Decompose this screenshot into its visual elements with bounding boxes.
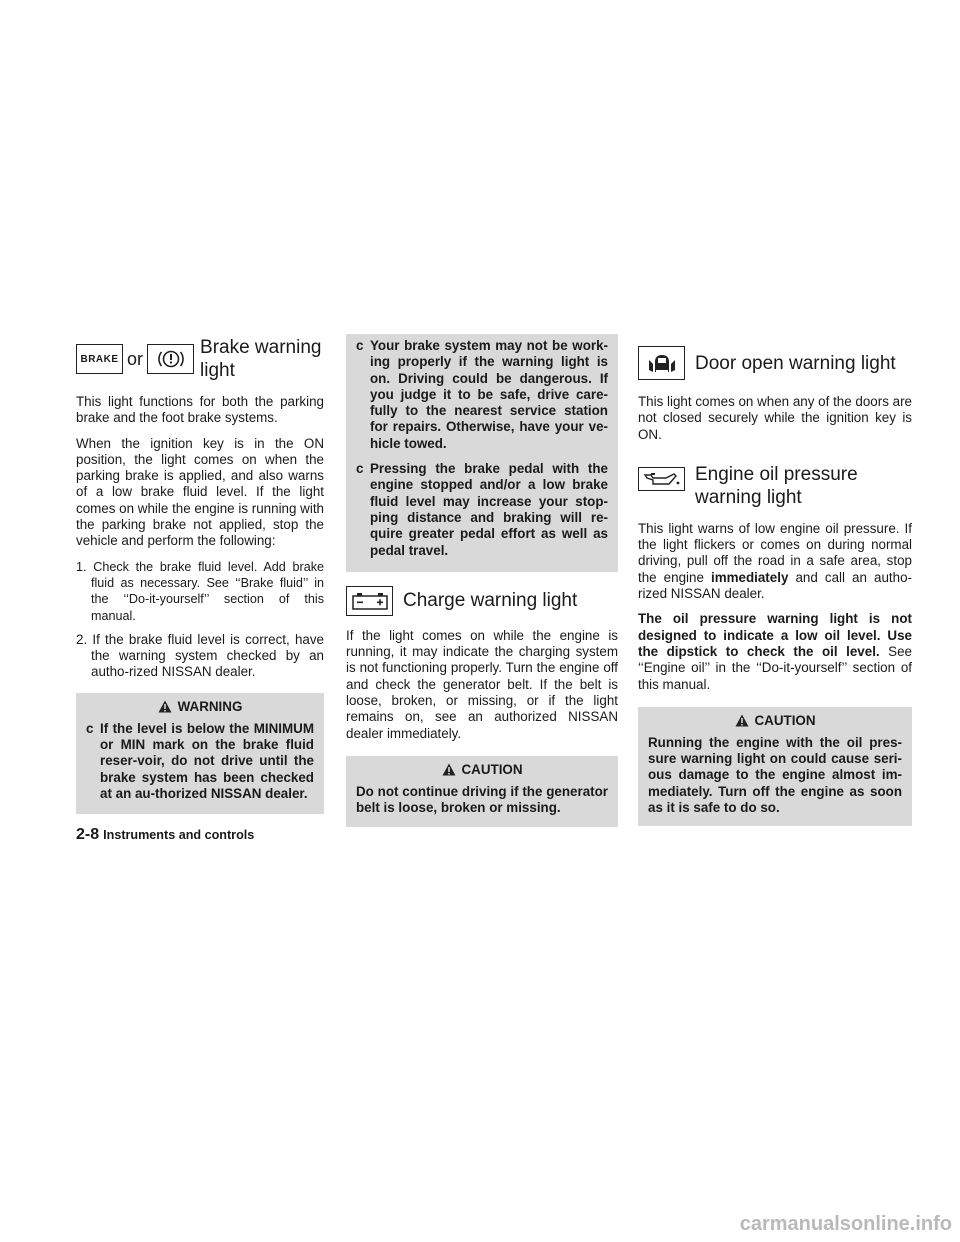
caution-triangle-icon xyxy=(735,714,749,727)
door-open-icon xyxy=(638,346,685,380)
oil-caution-box xyxy=(638,707,912,826)
column-brake xyxy=(76,336,324,814)
door-title: Door open warning light xyxy=(695,352,896,374)
brake-warning-box xyxy=(76,693,324,814)
door-heading xyxy=(638,346,912,380)
brake-para-1: This light functions for both the parking brake and the foot brake systems. xyxy=(76,394,324,426)
section-name: Instruments and controls xyxy=(103,828,255,842)
heading-or: or xyxy=(127,348,144,369)
oil-para-1-bold: immediately xyxy=(710,569,789,585)
oil-para-1 xyxy=(638,521,912,602)
watermark: carmanualsonline.info xyxy=(739,1213,952,1235)
oil-para-2-post: See ‘‘Engine oil’’ in the ‘‘Do-it-yourself’’ section of this manual. xyxy=(638,643,912,692)
bullet-glyph: c xyxy=(356,461,364,477)
caution-title-text: CAUTION xyxy=(754,713,816,729)
caution-title-text: CAUTION xyxy=(461,762,523,778)
warning-bullet xyxy=(86,721,314,802)
charge-heading xyxy=(346,586,618,616)
warning-bullet-2-text: Your brake system may not be work-ing properly if the warning light is on. Driving could be dangerous. If you judge it to be safe, drive care-fully to the nearest service station for repairs. Otherwise, have your ve-hicle towed. xyxy=(370,338,608,451)
battery-icon xyxy=(346,586,393,616)
brake-step-1: 1. Check the brake fluid level. Add brake fluid as necessary. See ‘‘Brake fluid’’ in the ‘‘Do-it-yourself’’ section of this manual. xyxy=(76,559,324,623)
brake-text-icon: BRAKE xyxy=(76,344,123,374)
oil-can-icon xyxy=(638,467,685,491)
brake-step-2: 2. If the brake fluid level is correct, have the warning system checked by an autho-rized NISSAN dealer. xyxy=(76,631,324,680)
caution-title xyxy=(648,711,902,731)
oil-para-1-post: and call an autho-rized NISSAN dealer. xyxy=(638,569,912,602)
warning-bullet-3-text: Pressing the brake pedal with the engine stopped and/or a low brake fluid level may increase your stop-ping distance and braking will re-quire greater pedal effort as well as pedal travel. xyxy=(370,461,608,558)
brake-para-2: When the ignition key is in the ON position, the light comes on when the parking brake is applied, and also warns of a low brake fluid level. If the light comes on while the engine is running with the parking brake not applied, stop the vehicle and perform the following: xyxy=(76,435,324,549)
charge-caution-text: Do not continue driving if the generator belt is loose, broken or missing. xyxy=(356,783,608,816)
charge-para-1: If the light comes on while the engine is running, it may indicate the charging system is not functioning properly. Turn the engine off and check the generator belt. If the belt is loose, broken, or missing, or if the light remains on, see an authorized NISSAN dealer immediately. xyxy=(346,627,618,741)
oil-para-1-pre: This light warns of low engine oil pressure. If the light flickers or comes on during normal driving, pull off the road in a safe area, stop the engine xyxy=(638,520,912,585)
oil-para-2 xyxy=(638,611,912,692)
brake-title: Brake warning light xyxy=(200,337,322,381)
bullet-glyph: c xyxy=(356,338,364,353)
warning-bullet-text: If the level is below the MINIMUM or MIN mark on the brake fluid reser-voir, do not drive until the brake system has been checked at an au-thorized NISSAN dealer. xyxy=(100,720,314,801)
warning-bullet-3 xyxy=(356,461,608,559)
warning-bullet-2 xyxy=(356,338,608,452)
brake-heading xyxy=(76,336,324,382)
brake-steps xyxy=(76,559,324,681)
caution-title xyxy=(356,760,608,780)
warning-title-text: WARNING xyxy=(177,699,243,715)
charge-title: Charge warning light xyxy=(403,590,578,612)
bullet-glyph: c xyxy=(86,720,94,736)
page-footer xyxy=(76,826,254,844)
brake-circle-icon xyxy=(147,344,194,374)
brake-warning-continued xyxy=(346,334,618,572)
warning-triangle-icon xyxy=(158,700,172,713)
oil-heading xyxy=(638,463,912,509)
door-para-1: This light comes on when any of the doors are not closed securely while the ignition key is ON. xyxy=(638,394,912,442)
warning-title xyxy=(86,697,314,717)
caution-triangle-icon xyxy=(442,763,456,776)
column-door-oil xyxy=(638,346,912,826)
page-number: 2-8 xyxy=(76,826,100,843)
column-charge xyxy=(346,334,618,827)
charge-caution-box xyxy=(346,756,618,827)
oil-caution-text: Running the engine with the oil pres-sure warning light on could cause seri-ous damage to the engine almost im-mediately. Turn off the engine as soon as it is safe to do so. xyxy=(648,734,902,816)
oil-para-2-bold: The oil pressure warning light is not designed to indicate a low oil level. Use the dipstick to check the oil level. xyxy=(638,611,912,659)
oil-title: Engine oil pressure warning light xyxy=(695,463,858,508)
